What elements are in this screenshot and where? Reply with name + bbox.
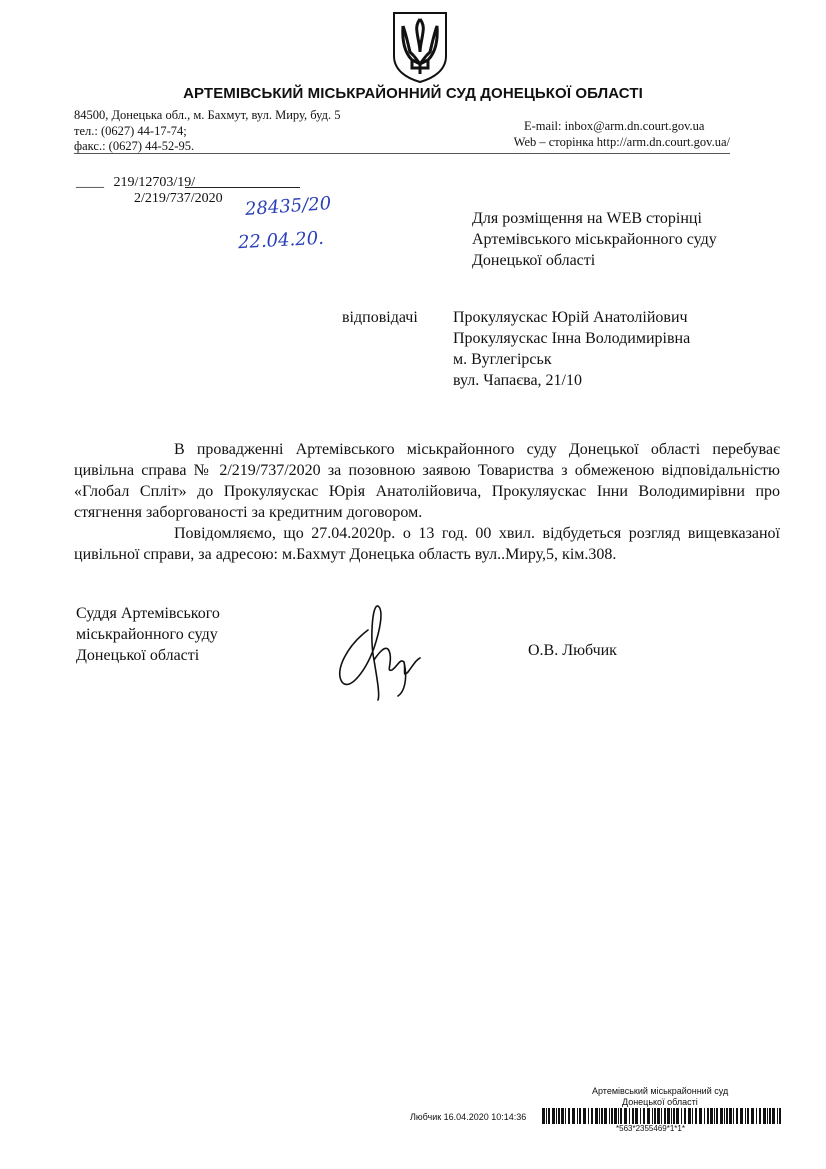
respondent-street: вул. Чапаєва, 21/10	[453, 372, 582, 389]
notice-paragraph-1: В провадженні Артемівського міськрайонного суду Донецької області перебуває цивільна справа № 2/219/737/2020 за позовною заявою Товариства з обмеженою відповідальністю «Глобал Спліт» до Прокуляускас Юрія Анатолійовича, Прокуляускас Інни Володимирівни про стягнення заборгованості за кредитним договором.	[74, 441, 780, 521]
case-number-ref: 2/219/737/2020	[134, 191, 223, 206]
court-fax: факс.: (0627) 44-52-95.	[74, 139, 195, 153]
coat-of-arms-icon	[390, 10, 450, 84]
stamp-court-name: Артемівський міськрайонний суд	[592, 1086, 729, 1096]
handwritten-registration-date: 22.04.20.	[237, 227, 325, 254]
court-name: АРТЕМІВСЬКИЙ МІСЬКРАЙОННИЙ СУД ДОНЕЦЬКОЇ ОБЛАСТІ	[183, 85, 643, 102]
notice-paragraph-2: Повідомляємо, що 27.04.2020р. о 13 год. 00 хвил. відбудеться розгляд вищевказаної цивільної справи, за адресою: м.Бахмут Донецька область вул..Миру,5, кім.308.	[74, 525, 780, 563]
respondent-name: Прокуляускас Інна Володимирівна	[453, 330, 691, 347]
judge-title-line: Донецької області	[76, 647, 200, 664]
outgoing-reference	[76, 172, 195, 193]
header-divider	[74, 153, 730, 154]
respondents-label: відповідачі	[342, 309, 418, 326]
court-email: E-mail: inbox@arm.dn.court.gov.ua	[524, 119, 705, 133]
outgoing-prefix: ____	[76, 175, 104, 190]
judge-title-block	[76, 603, 220, 666]
registration-info: Любчик 16.04.2020 10:14:36	[410, 1112, 527, 1122]
barcode-text: *563*2355469*1*1*	[616, 1124, 685, 1133]
recipient-line: Для розміщення на WEB сторінці	[472, 210, 702, 227]
respondent-city: м. Вуглегірськ	[453, 351, 552, 368]
judge-name: О.В. Любчик	[528, 642, 617, 659]
recipient-block	[472, 208, 717, 271]
barcode-icon	[542, 1108, 782, 1124]
outgoing-number: 219/12703/19/	[113, 175, 196, 190]
outgoing-underline	[185, 187, 300, 188]
handwritten-registration-number: 28435/20	[244, 193, 332, 220]
court-website: Web – сторінка http://arm.dn.court.gov.ua/	[513, 135, 730, 149]
judge-title-line: Суддя Артемівського	[76, 605, 220, 622]
recipient-line: Артемівського міськрайонного суду	[472, 231, 717, 248]
stamp-region: Донецької області	[622, 1097, 698, 1107]
recipient-line: Донецької області	[472, 252, 596, 269]
court-address: 84500, Донецька обл., м. Бахмут, вул. Миру, буд. 5	[74, 108, 341, 122]
respondent-name: Прокуляускас Юрій Анатолійович	[453, 309, 688, 326]
header-contact-row	[74, 135, 730, 154]
respondents-block	[453, 307, 690, 391]
handwritten-signature-icon	[330, 600, 425, 705]
judge-title-line: міськрайонного суду	[76, 626, 218, 643]
court-phone: тел.: (0627) 44-17-74;	[74, 124, 187, 138]
